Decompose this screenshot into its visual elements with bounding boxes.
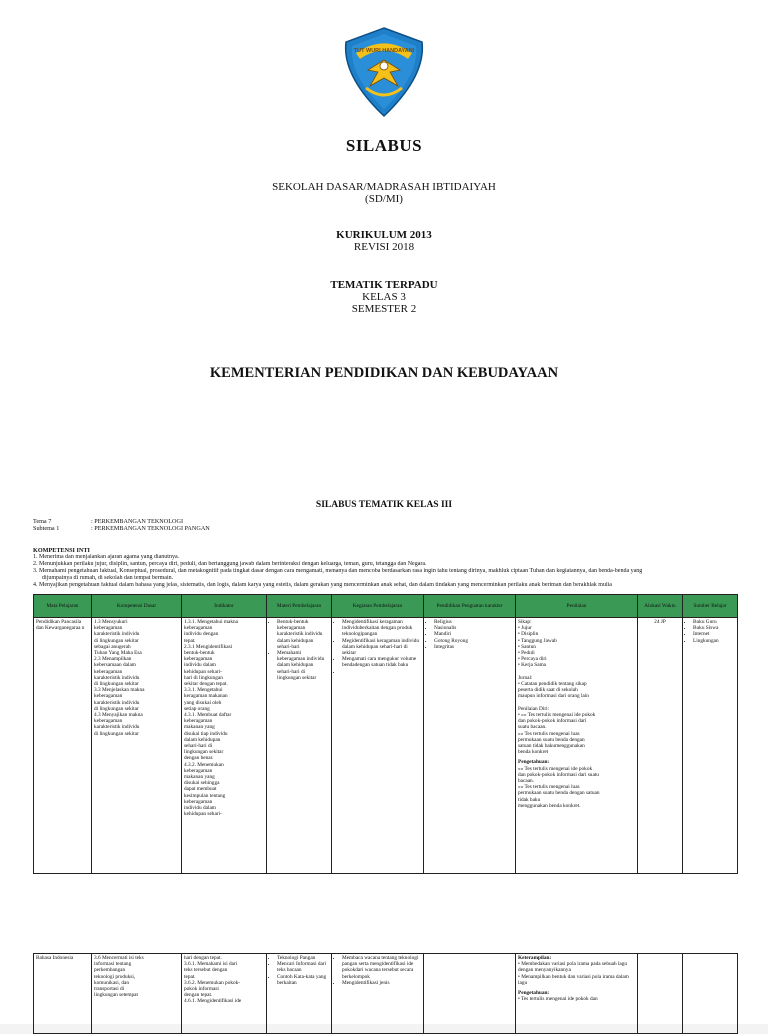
kurikulum-label: KURIKULUM 2013 [336, 229, 432, 241]
cell-kd: 1.3 Mensyukuri keberagaman karakteristik individu di lingkungan sekitar sebagai anugerah Tuhan Yang Maha Esa 2.3 Menampilkan kebersamaan dalam keberagaman karakteristik individu di lingkungan sekitar 3.3 Menjelaskan makna keberagaman karakteristik individu di lingkungan sekitar 4.3 Menyajikan makna keberagaman karakteristik individu di lingkungan sekitar [92, 618, 182, 874]
col-header: Pendidikan Penguatan karakter [424, 595, 516, 618]
list-item: • Religius [434, 619, 513, 625]
penilaian-text: Sikap: • Jujur • Disiplin • Tanggung Jawab • Santun • Peduli • Percaya diri • Kerja Sama Jurnal: • Catatan pendidik tentang sikap peserta didik saat di sekolah maupun informasi dari orang lain Penilaian Diri: • »» Tes tertulis mengenai ide pokok dan pokok-pokok informasi dari suatu bacaan. »» Tes tertulis mengenai luas permukaan suatu benda dengan satuan tidak bakumenggunakan benda konkret [518, 619, 596, 756]
list-item: • Megidentifikasi keragaman individu dalam kehidupan sehari-hari di sekitar [342, 638, 421, 657]
pengetahuan-item: Tes tertulis mengenai ide pokok dan [521, 996, 598, 1003]
revisi-label: REVISI 2018 [353, 241, 415, 253]
col-header: Materi Pembelajaran [267, 595, 332, 618]
keterampilan-label: Keterampilan: [518, 955, 552, 961]
list-item: • Nasionalis [434, 625, 513, 631]
cell-sumber [683, 954, 738, 1034]
syllabus-table [33, 594, 738, 874]
cell-kegiatan [332, 618, 424, 874]
ki-item: 1. Menerima dan menjalankan ajaran agama yang dianutnya. [33, 554, 180, 560]
cell-sumber [683, 618, 738, 874]
subtema-value: : PERKEMBANGAN TEKNOLOGI PANGAN [91, 525, 210, 532]
syllabus-table-continued [33, 953, 738, 1034]
curriculum-block [0, 229, 768, 253]
col-header: Penilaian [516, 595, 638, 618]
doc-title: SILABUS [345, 136, 423, 155]
list-item: • Mengidentifikasi jenis [342, 980, 421, 986]
school-line-1: SEKOLAH DASAR/MADRASAH IBTIDAIYAH [272, 181, 496, 193]
list-item: • Contoh Kata-kata yang berkaitan [277, 974, 329, 986]
kelas-label: KELAS 3 [362, 291, 406, 303]
cell-penilaian [516, 618, 638, 874]
ki-item: dijumpainya di rumah, di sekolah dan tempat bermain. [33, 575, 174, 581]
list-item: • Internet [693, 631, 735, 637]
list-item: • Mengidentifikasi keragaman individuberkaitan dengan produk teknologipangan [342, 619, 421, 638]
pengetahuan-text: »» Tes tertulis mengenai ide pokok dan pokok-pokok informasi dari suatu bacaan. »» Tes tertulis mengenai luas permukaan suatu benda dengan satuan tidak baku menggunakan benda konkret. [518, 765, 600, 809]
semester-label: SEMESTER 2 [351, 303, 417, 315]
cell-kd: 3.6 Mencermati isi teks informasi tentang perkembangan teknologi produksi, komunikasi, dan transportasi di lingkungan setempat [92, 954, 182, 1034]
cell-mapel: Pendidikan Pancasila dan Kewarganegaraa n [34, 618, 92, 874]
ministry-title: KEMENTERIAN PENDIDIKAN DAN KEBUDAYAAN [209, 365, 559, 381]
list-item: • Mandiri [434, 631, 513, 637]
section-title: SILABUS TEMATIK KELAS III [315, 500, 453, 510]
subtema-row [33, 525, 210, 532]
school-block [0, 181, 768, 205]
list-item: • Membedakan variasi pola irama pada sebuah lagu dengan menyanyikannya [518, 961, 628, 974]
ki-item: 2. Menunjukkan perilaku jujur, disiplin, santun, percaya diri, peduli, dan bertanggung jawab dalam berinteraksi dengan keluarga, teman, guru, tetangga dan Negara. [33, 561, 427, 567]
tema-row [33, 518, 210, 525]
list-item: • Mengamati cara mengukur volume bendadengan satuan tidak baku [342, 656, 421, 668]
table-row [34, 954, 738, 1034]
tema-label: Tema 7 [33, 518, 52, 525]
keterampilan-item: Membedakan variasi pola irama pada sebuah lagu dengan menyanyikannya [518, 961, 628, 974]
keterampilan-item: Menampilkan bentuk dan variasi pola irama dalam lagu [518, 973, 629, 986]
cell-kegiatan [332, 954, 424, 1034]
cell-mapel: Bahasa Indonesia [34, 954, 92, 1034]
list-item: • Memahami keberagaman individu dalam kehidupan sehari-hari di lingkungan sekitar [277, 650, 329, 681]
cell-indikator: 1.3.1. Mengetahui makna keberagaman individu dengan tepat. 2.3.1 Mengidentifikasi bentuk-bentuk keberagaman individu dalam kehidupan sehari- hari di lingkungan sekitar dengan tepat. 3.3.1. Mengetahui keragaman makanan yang disukai oleh setiap orang 4.3.1. Membuat daftar keberagaman makanan yang disukai tiap individu dalam kehidupan sehari-hari di lingkungan sekitar dengan benar. 4.3.2. Menemukan keberagaman makanan yang disukai sehingga dapat membuat kesimpulan tentang keberagaman individu dalam kehidupan sehari- [182, 618, 267, 874]
ki-item: 4. Menyajikan pengetahuan faktual dalam bahasa yang jelas, sistematis, dan logis, dalam karya yang estetis, dalam gerakan yang mencerminkan anak sehat, dan dalam tindakan yang mencerminkan perilaku anak beriman dan berakhlak mulia [33, 582, 612, 588]
col-header: Kompetensi Dasar [92, 595, 182, 618]
col-header: Kegiatan Pembelajaran [332, 595, 424, 618]
tematik-label: TEMATIK TERPADU [330, 279, 438, 291]
cell-materi [267, 618, 332, 874]
col-header: Sumber Belajar [683, 595, 738, 618]
table-header-row [34, 595, 738, 618]
tema-value: : PERKEMBANGAN TEKNOLOGI [91, 518, 184, 525]
pengetahuan-label: Pengetahuan: [518, 759, 550, 766]
ki-item: 3. Memahami pengetahuan faktual, Konseptual, prosedural, dan metakognitif pada tingkat dasar dengan cara mengamati, menanya dan mencoba berdasarkan rasa ingin tahu tentang dirinya, makhluk ciptaan Tuhan dan kegiatannya, dan benda-benda yang [33, 568, 643, 574]
cell-karakter [424, 954, 516, 1034]
list-item: • Buku Siswa [693, 625, 735, 631]
list-item: • Integritas [434, 644, 513, 650]
table-row [34, 618, 738, 874]
svg-text:TUT WURI HANDAYANI: TUT WURI HANDAYANI [353, 48, 415, 54]
cell-karakter [424, 618, 516, 874]
kompetensi-inti [33, 547, 738, 589]
subtema-label: Subtema 1 [33, 525, 60, 532]
pengetahuan-label: Pengetahuan: [518, 990, 550, 997]
list-item: • Teknologi Pangan [277, 955, 329, 961]
list-item: • Mencari Informasi dari teks bacaan [277, 961, 329, 973]
cell-materi [267, 954, 332, 1034]
col-header: Mata Pelajaran [34, 595, 92, 618]
cell-indikator: hari dengan tepat. 3.6.1. Memahami isi dari teks tersebut dengan tepat. 3.6.2. Menemukan pokok- pokok informasi dengan tepat. 4.6.1. Mengidentifikasi ide [182, 954, 267, 1034]
list-item [342, 669, 421, 675]
list-item: • Gotong Royong [434, 638, 513, 644]
cell-penilaian [516, 954, 638, 1034]
tematik-block [0, 279, 768, 315]
col-header: Alokasi Waktu [638, 595, 683, 618]
ki-title: KOMPETENSI INTI [33, 547, 90, 554]
col-header: Indikator [182, 595, 267, 618]
cell-alokasi [638, 954, 683, 1034]
list-item: • Membaca wacana tentang teknologi pangan serta mengidentifikasi ide pokokdari wacana tersebut secara berkelompok [342, 955, 421, 980]
list-item: • Menampilkan bentuk dan variasi pola irama dalam lagu [518, 973, 629, 986]
list-item: • Buku Guru [693, 619, 735, 625]
tut-wuri-handayani-logo-icon [340, 26, 428, 118]
list-item: • Lingkungan [693, 638, 735, 644]
list-item: • Bentuk-bentuk keberagaman karakteristik individu dalam kehidupan sehari-hari [277, 619, 329, 650]
list-item: • Tes tertulis mengenai ide pokok dan [518, 996, 598, 1003]
school-line-2: (SD/MI) [365, 193, 403, 205]
cell-alokasi: 24 JP [638, 618, 683, 874]
tema-meta [33, 518, 210, 532]
